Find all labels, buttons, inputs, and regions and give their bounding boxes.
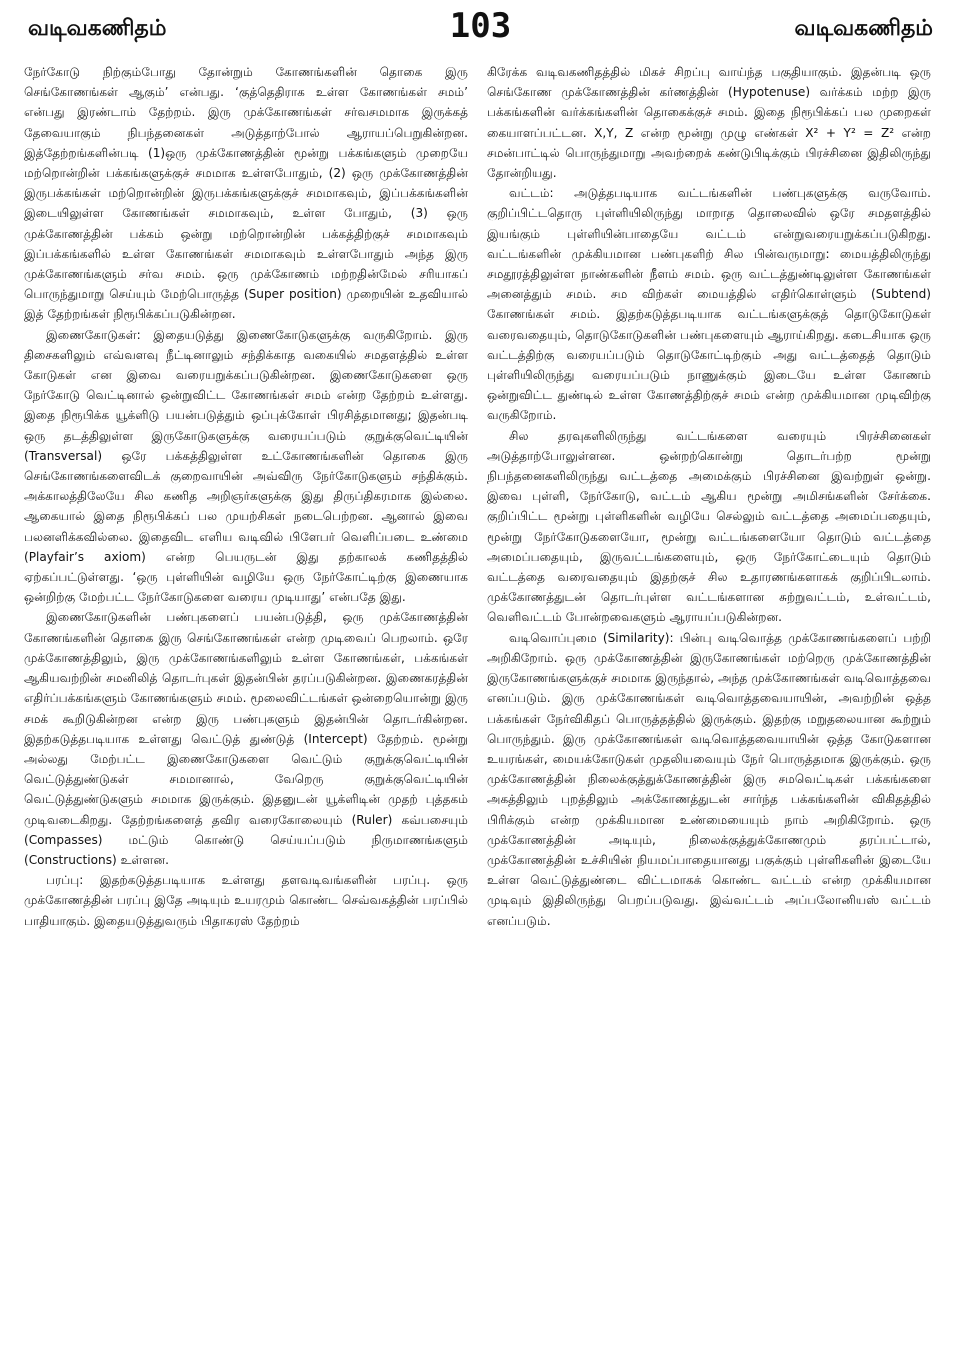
paragraph: இணைகோடுகளின் பண்புகளைப் பயன்படுத்தி, ஒரு முக்கோணத்தின் கோணங்களின் தொகை இரு செங்கோணங்கள் என்ற முடிவைப் பெறலாம். ஒரே முக்கோணத்திலும், இரு முக்கோணங்களிலும் உள்ள கோணங்கள், பக்கங்கள் ஆகியவற்றின் சமனிலித் தொடர்புகள் இதன்பின் தரப்படுகின்றன. இணைகரத்தின் எதிர்ப்பக்கங்களும் கோணங்களும் சமம். மூலைவிட்டங்கள் ஒன்றையொன்று இரு சமக் கூறிடுகின்றன என்ற இரு பண்புகளும் இதன்பின் தொடர்கின்றன. இதற்கடுத்தபடியாக உள்ளது வெட்டுத் துண்டுத் (Intercept) தேற்றம். மூன்று அல்லது மேற்பட்ட இணைகோடுகளை வெட்டும் குறுக்குவெட்டியின் வெட்டுத்துண்டுகள் சமமானால், வேறெரு குறுக்குவெட்டியின் வெட்டுத்துண்டுகளும் சமமாக இருக்கும். இதனுடன் யூக்ளிடின் முதற் புத்தகம் முடிவடைகிறது. தேற்றங்களைத் தவிர வரைகோலையும் (Ruler) கவ்பசையும் (Compasses) மட்டும் கொண்டு செய்யப்படும் நிருமாணங்களும் (Constructions) உள்ளன. xyxy=(24,610,468,867)
paragraph: வடிவொப்புமை (Similarity): பின்பு வடிவொத்த முக்கோணங்களைப் பற்றி அறிகிறோம். ஒரு முக்கோணத்தின் இருகோணங்கள் மற்றெரு முக்கோணத்தின் இருகோணங்களுக்குச் சமமாக இருந்தால், அந்த முக்கோணங்கள் வடிவொத்தவை எனப்படும். இரு முக்கோணங்கள் வடிவொத்தவையாயின், அவற்றின் ஒத்த பக்கங்கள் நேர்விகிதப் பொருத்தத்தில் இருக்கும். இதற்கு மறுதலையான கூற்றும் பொருந்தும். இரு முக்கோணங்கள் வடிவொத்தவையாயின் ஒத்த கோடுகளான உயரங்கள், மையக்கோடுகள் முதலியவையும் நேர் பொருத்தமாக இருக்கும். ஒரு முக்கோணத்தின் நிலைக்குத்துக்கோணத்தின் இரு சமவெட்டிகள் பக்கங்களை அகத்திலும் புறத்திலும் அக்கோணத்துடன் சார்ந்த பக்கங்களின் விகிதத்தில் பிரிக்கும் என்ற முக்கியமான உண்மையையும் நாம் அறிகிறோம். ஒரு முக்கோணத்தின் அடியும், நிலைக்குத்துக்கோணமும் தரப்பட்டால், முக்கோணத்தின் உச்சியின் நியமப்பாதையானது பகுக்கும் புள்ளிகளின் இடையே உள்ள வெட்டுத்துண்டை விட்டமாகக் கொண்ட வட்டம் என்ற முக்கியமான முடிவும் இதிலிருந்து பெறப்படுவது. இவ்வட்டம் அப்பலோனியஸ் வட்டம் எனப்படும். xyxy=(487,630,931,928)
paragraph: கிரேக்க வடிவகணிதத்தில் மிகச் சிறப்பு வாய்ந்த பகுதியாகும். இதன்படி ஒரு செங்கோண முக்கோணத்தின் கர்ணத்தின் (Hypotenuse) வர்க்கம் மற்ற இரு பக்கங்களின் வர்க்கங்களின் தொகைக்குச் சமம். இதை நிரூபிக்கப் பல முறைகள் கையாளப்பட்டன. X,Y, Z என்ற மூன்று முழு எண்கள் X² + Y² = Z² என்ற சமன்பாட்டில் பொருந்துமாறு அவற்றைக் கண்டுபிடிக்கும் பிரச்சினை இதிலிருந்து தோன்றியது. xyxy=(487,65,931,181)
page-number: 103 xyxy=(449,6,512,46)
left-column xyxy=(24,62,468,1352)
paragraph: பரப்பு: இதற்கடுத்தபடியாக உள்ளது தளவடிவங்களின் பரப்பு. ஒரு முக்கோணத்தின் பரப்பு இதே அடியும் உயரமும் கொண்ட செவ்வகத்தின் பரப்பில் பாதியாகும். இதையடுத்துவரும் பிதாகரஸ் தேற்றம் xyxy=(24,873,468,928)
right-column xyxy=(487,62,931,1352)
running-title-right: வடிவகணிதம் xyxy=(794,16,933,41)
running-title-left: வடிவகணிதம் xyxy=(28,16,167,41)
paragraph: நேர்கோடு நிற்கும்போது தோன்றும் கோணங்களின் தொகை இரு செங்கோணங்கள் ஆகும்’ என்பது. ‘குத்தெதிராக உள்ள கோணங்கள் சமம்’ என்பது இரண்டாம் தேற்றம். இரு முக்கோணங்கள் சர்வசமமாக இருக்கத் தேவையாகும் நிபந்தனைகள் அடுத்தாற்போல் ஆராயப்பெறுகின்றன. இத்தேற்றங்களின்படி (1)ஒரு முக்கோணத்தின் மூன்று பக்கங்களும் முறையே மற்றொன்றின் பக்கங்களுக்குச் சமமாக உள்ளபோதும், (2) ஒரு முக்கோணத்தின் இருபக்கங்கள் மற்றொன்றின் இருபக்கங்களுக்குச் சமமாகவும், இப்பக்கங்களின் இடையிலுள்ள கோணங்கள் சமமாகவும், உள்ள போதும், (3) ஒரு முக்கோணத்தின் பக்கம் ஒன்று மற்றொன்றின் பக்கத்திற்குச் சமமாகவும் இப்பக்கங்களில் உள்ள கோணங்கள் சமமாகவும் உள்ளபோதும் அந்த இரு முக்கோணங்களும் சர்வ சமம். ஒரு முக்கோணம் மற்றதின்மேல் சரியாகப் பொருந்துமாறு செய்யும் மேற்பொருத்த (Super position) முறையின் உதவியால் இத் தேற்றங்கள் நிரூபிக்கப்படுகின்றன. xyxy=(24,65,468,322)
paragraph: சில தரவுகளிலிருந்து வட்டங்களை வரையும் பிரச்சினைகள் அடுத்தாற்போலுள்ளன. ஒன்றற்கொன்று தொடர்பற்ற மூன்று நிபந்தனைகளிலிருந்து வட்டத்தை அமைக்கும் பிரச்சினை இவற்றுள் ஒன்று. இவை புள்ளி, நேர்கோடு, வட்டம் ஆகிய மூன்று அமிசங்களின் சேர்க்கை. குறிப்பிட்ட மூன்று புள்ளிகளின் வழியே செல்லும் வட்டத்தை அமைப்பதையும், மூன்று நேர்கோடுகளையோ, மூன்று வட்டங்களையோ தொடும் வட்டத்தை அமைப்பதையும், இருவட்டங்களையும், ஒரு நேர்கோட்டையும் தொடும் வட்டத்தை வரைவதையும் இதற்குச் சில உதாரணங்களாகக் குறிப்பிடலாம். முக்கோணத்துடன் தொடர்புள்ள வட்டங்களான சுற்றுவட்டம், உள்வட்டம், வெளிவட்டம் போன்றவைகளும் ஆராயப்படுகின்றன. xyxy=(487,428,931,625)
paragraph: வட்டம்: அடுத்தபடியாக வட்டங்களின் பண்புகளுக்கு வருவோம். குறிப்பிட்டதொரு புள்ளியிலிருந்து மாறாத தொலைவில் ஒரே சமதளத்தில் இயங்கும் புள்ளியின்பாதையே வட்டம் என்றுவரையறுக்கப்படுகிறது. வட்டங்களின் முக்கியமான பண்புகளிற் சில பின்வருமாறு: மையத்திலிருந்து சமதூரத்திலுள்ள நாண்களின் நீளம் சமம். ஒரு வட்டத்துண்டிலுள்ள கோணங்கள் அனைத்தும் சமம். சம விற்கள் மையத்தில் எதிர்கொள்ளும் (Subtend) கோணங்கள் சமம். இதற்கடுத்தபடியாக வட்டங்களுக்குத் தொடுகோடுகள் வரைவதையும், தொடுகோடுகளின் பண்புகளையும் ஆராய்கிறது. கடைசியாக ஒரு வட்டத்திற்கு வரையப்படும் தொடுகோட்டிற்கும் அது வட்டத்தைத் தொடும் புள்ளியிலிருந்து வரையப்படும் நாணுக்கும் இடையே உள்ள கோணம் ஒன்றுவிட்ட துண்டில் உள்ள கோணத்திற்குச் சமம் என்ற முக்கியமான முடிவிற்கு வருகிறோம். xyxy=(487,186,931,423)
page-header xyxy=(0,0,961,58)
paragraph: இணைகோடுகள்: இதையடுத்து இணைகோடுகளுக்கு வருகிறோம். இரு திசைகளிலும் எவ்வளவு நீட்டினாலும் சந்திக்காத வகையில் சமதளத்தில் உள்ள கோடுகள் என இவை வரையறுக்கப்படுகின்றன. இணைகோடுகளை ஒரு நேர்கோடு வெட்டினால் ஒன்றுவிட்ட கோணங்கள் சமம் என்ற தேற்றம் உள்ளது. இதை நிரூபிக்க யூக்ளிடு பயன்படுத்தும் ஒப்புக்கோள் பிரசித்தமானது; இதன்படி ஒரு தடத்திலுள்ள இருகோடுகளுக்கு வரையப்படும் குறுக்குவெட்டியின் (Transversal) ஒரே பக்கத்திலுள்ள உட்கோணங்களின் தொகை இரு செங்கோணங்களைவிடக் குறைவாயின் அவ்விரு நேர்கோடுகளும் சந்திக்கும். அக்காலத்திலேயே சில கணித அறிஞர்களுக்கு இது திருப்திகரமாக இல்லை. ஆகையால் இதை நிரூபிக்கப் பல முயற்சிகள் நடைபெற்றன. ஆனால் இவை பலனளிக்கவில்லை. இதைவிட எளிய வடிவில் பிளேபர் வெளிப்படை உண்மை (Playfair’s axiom) என்ற பெயருடன் இது தற்காலக் கணிதத்தில் ஏற்கப்பட்டுள்ளது. ‘ஒரு புள்ளியின் வழியே ஒரு நேர்கோட்டிற்கு இணையாக ஒன்றிற்கு மேற்பட்ட நேர்கோடுகளை வரைய முடியாது’ என்பதே இது. xyxy=(24,327,468,605)
